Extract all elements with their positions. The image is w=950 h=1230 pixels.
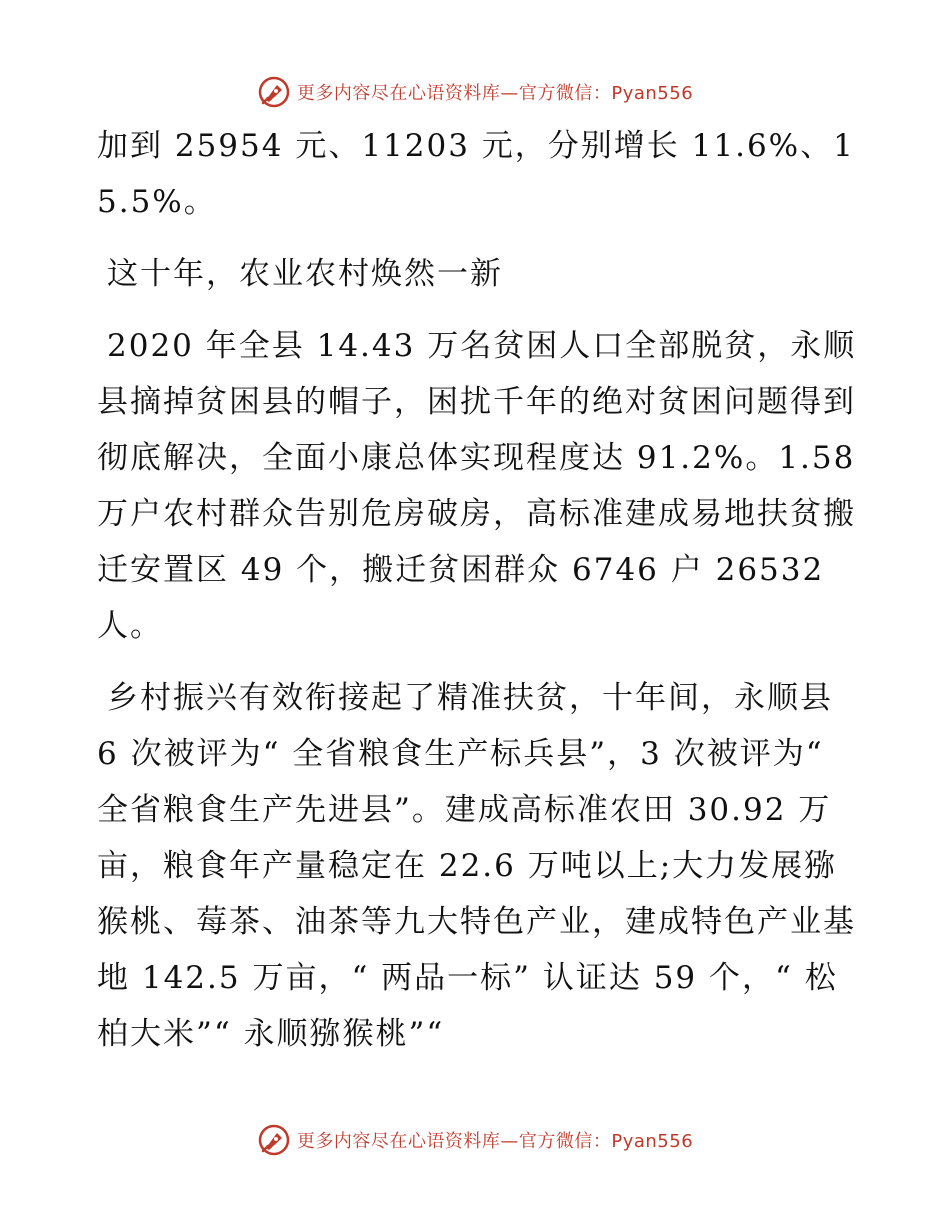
watermark-text: 更多内容尽在心语资料库—官方微信：Pyan556: [296, 1131, 694, 1152]
paragraph-income: 加到 25954 元、11203 元，分别增长 11.6%、15.5%。: [97, 128, 855, 220]
document-body: [97, 118, 857, 1062]
pen-nib-circle-icon: [257, 75, 291, 109]
paragraph-poverty-alleviation: 2020 年全县 14.43 万名贫困人口全部脱贫，永顺县摘掉贫困县的帽子，困扰千年的绝对贫困问题得到彻底解决，全面小康总体实现程度达 91.2%。1.58 万户农村群众告别危房破房，高标准建成易地扶贫搬迁安置区 49 个，搬迁贫困群众 6746 户 26532 人。: [97, 328, 857, 644]
section-heading-agriculture: 这十年，农业农村焕然一新: [107, 256, 503, 292]
paragraph-rural-revitalization: 乡村振兴有效衔接起了精准扶贫，十年间，永顺县 6 次被评为“ 全省粮食生产标兵县”，3 次被评为“ 全省粮食生产先进县”。建成高标准农田 30.92 万亩，粮食年产量稳定在 22.6 万吨以上;大力发展猕猴桃、莓茶、油茶等九大特色产业，建成特色产业基地 142.5 万亩，“ 两品一标” 认证达 59 个，“ 松柏大米”“ 永顺猕猴桃”“: [97, 680, 856, 1052]
header-watermark-banner: [0, 72, 950, 112]
pen-nib-circle-icon: [257, 1123, 291, 1157]
footer-watermark-banner: [0, 1120, 950, 1160]
watermark-text: 更多内容尽在心语资料库—官方微信：Pyan556: [296, 83, 694, 104]
